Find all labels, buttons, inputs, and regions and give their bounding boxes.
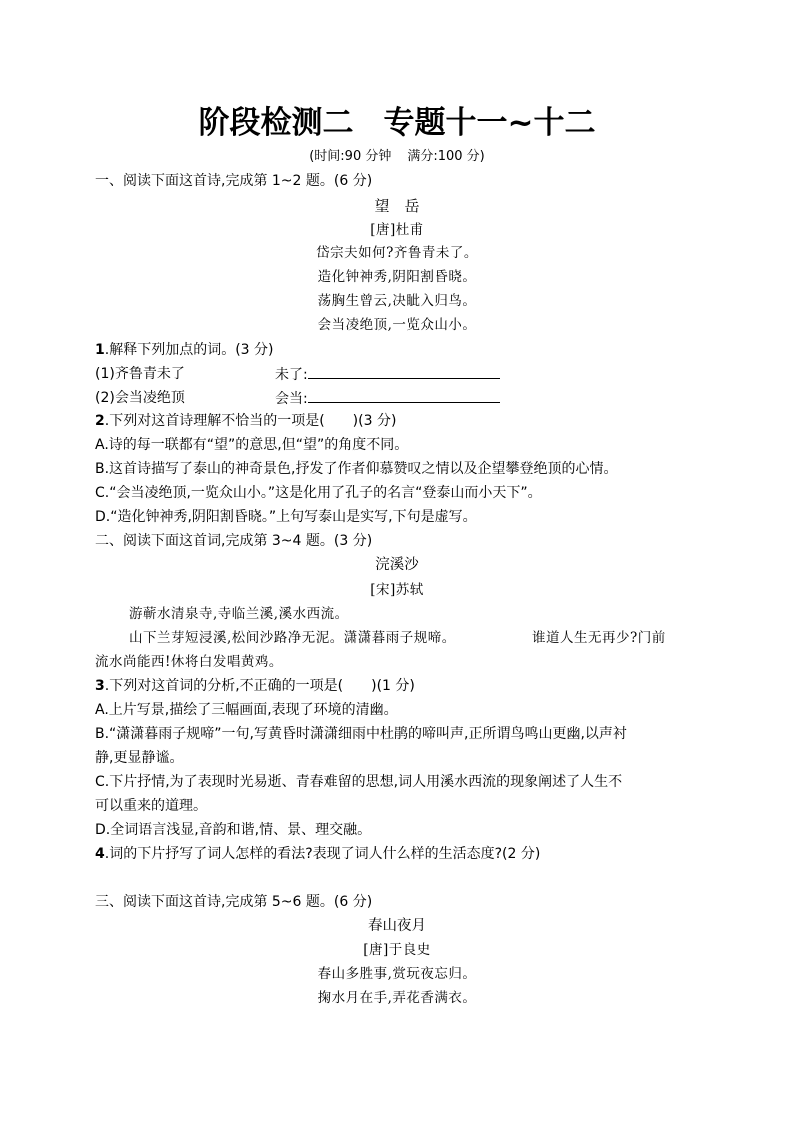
section3-heading: 三、阅读下面这首诗,完成第 5~6 题。(6 分)	[95, 894, 373, 910]
poem1-author: [唐]杜甫	[370, 222, 424, 238]
poem2-line: 山下兰芽短浸溪,松间沙路净无泥。潇潇暮雨子规啼。	[129, 630, 456, 646]
question-text: .词的下片抒写了词人怎样的看法?表现了词人什么样的生活态度?(2 分)	[104, 846, 541, 862]
poem3-line: 春山多胜事,赏玩夜忘归。	[317, 966, 477, 982]
q3-option-a: A.上片写景,描绘了三幅画面,表现了环境的清幽。	[95, 702, 398, 718]
poem3-line: 掬水月在手,弄花香满衣。	[317, 990, 477, 1006]
question-2	[95, 411, 396, 431]
q3-option-b-cont: 静,更显静谧。	[95, 750, 184, 766]
question-text: .下列对这首诗理解不恰当的一项是(	[104, 413, 325, 429]
poem1-line: 荡胸生曾云,决眦入归鸟。	[317, 293, 477, 309]
poem1-line: 岱宗夫如何?齐鲁青未了。	[316, 245, 478, 261]
poem3-author: [唐]于良史	[363, 942, 431, 958]
poem2-line: 谁道人生无再少?门前	[532, 630, 666, 646]
q2-option-c: C.“会当凌绝顶,一览众山小。”这是化用了孔子的名言“登泰山而小天下”。	[95, 485, 542, 501]
poem2-line: 流水尚能西!休将白发唱黄鸡。	[95, 654, 283, 670]
poem1-line: 会当凌绝顶,一览众山小。	[317, 317, 477, 333]
title-part2: 专题十一~十二	[383, 105, 596, 141]
poem2-title: 浣溪沙	[375, 557, 419, 573]
q3-option-c: C.下片抒情,为了表现时光易逝、青春难留的思想,词人用溪水西流的现象阐述了人生不	[95, 774, 623, 790]
question-score: )(1 分)	[371, 678, 415, 694]
q3-option-c-cont: 可以重来的道理。	[95, 798, 207, 814]
question-score: )(3 分)	[352, 413, 397, 429]
title-part1: 阶段检测二	[198, 105, 354, 141]
full-score: 满分:100 分)	[407, 149, 485, 164]
q2-option-a: A.诗的每一联都有“望”的意思,但“望”的角度不同。	[95, 437, 409, 453]
section1-heading: 一、阅读下面这首诗,完成第 1~2 题。(6 分)	[95, 173, 373, 189]
poem3-title: 春山夜月	[368, 918, 426, 934]
question-number: 3	[95, 678, 105, 694]
q2-option-d: D.“造化钟神秀,阴阳割昏晓。”上句写泰山是实写,下句是虚写。	[95, 509, 477, 525]
q1-item1-term: 未了:	[275, 367, 308, 383]
section2-heading: 二、阅读下面这首词,完成第 3~4 题。(3 分)	[95, 533, 373, 549]
q1-item1-label: (1)齐鲁青未了	[95, 366, 185, 382]
poem2-author: [宋]苏轼	[370, 582, 424, 598]
question-3	[95, 676, 415, 696]
poem2-preface: 游蕲水清泉寺,寺临兰溪,溪水西流。	[129, 606, 349, 622]
q3-option-d: D.全词语言浅显,音韵和谐,情、景、理交融。	[95, 822, 372, 838]
question-number: 1	[95, 342, 105, 358]
time-limit: (时间:90 分钟	[309, 149, 392, 164]
question-1	[95, 340, 273, 360]
q1-item2-label: (2)会当凌绝顶	[95, 390, 185, 406]
q2-option-b: B.这首诗描写了泰山的神奇景色,抒发了作者仰慕赞叹之情以及企望攀登绝顶的心情。	[95, 461, 618, 477]
page-title	[0, 104, 794, 142]
question-text: .解释下列加点的词。(3 分)	[104, 342, 274, 358]
exam-info	[0, 147, 794, 167]
poem1-title: 望 岳	[374, 197, 420, 215]
answer-blank[interactable]	[308, 364, 500, 379]
q1-item1-answer	[275, 364, 500, 385]
question-text: .下列对这首词的分析,不正确的一项是(	[104, 678, 344, 694]
question-number: 2	[95, 413, 105, 429]
q3-option-b: B.“潇潇暮雨子规啼”一句,写黄昏时潇潇细雨中杜鹃的啼叫声,正所谓鸟鸣山更幽,以声衬	[95, 726, 627, 742]
q1-item2-term: 会当:	[275, 391, 308, 407]
poem1-line: 造化钟神秀,阴阳割昏晓。	[317, 269, 477, 285]
question-number: 4	[95, 846, 105, 862]
answer-blank[interactable]	[308, 388, 500, 403]
q1-item2-answer	[275, 388, 500, 409]
question-4	[95, 844, 540, 864]
